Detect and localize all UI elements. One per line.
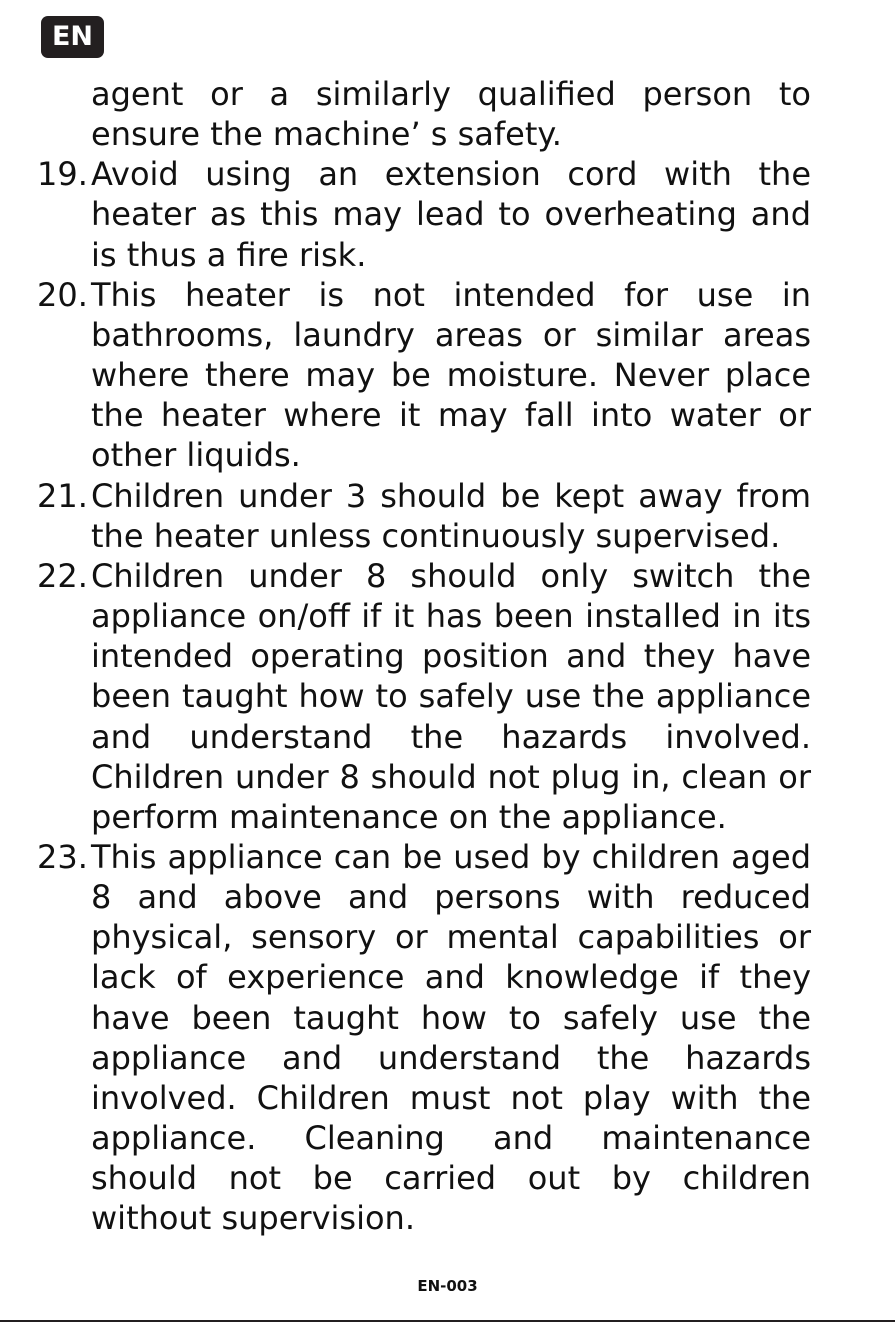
item-number: 23. (37, 837, 88, 876)
item-text: agent or a similarly qualified person to ensure the machine’ s safety. (91, 75, 811, 154)
item-number: 19. (37, 155, 88, 194)
language-badge: EN (41, 16, 104, 58)
bottom-divider (0, 1320, 895, 1322)
item-text: This heater is not intended for use in bathrooms, laundry areas or similar areas where there may be moisture. Never place the heater where it may fall into water or other liquids. (91, 275, 811, 475)
list-item-19 (37, 154, 811, 274)
item-text: Avoid using an extension cord with the heater as this may lead to overheating and is thus a fire risk. (91, 155, 811, 274)
page-number: EN-003 (417, 1277, 478, 1295)
list-item-20 (37, 275, 811, 476)
list-item-22 (37, 556, 811, 837)
item-number: 20. (37, 275, 88, 314)
list-item-continuation (37, 74, 811, 154)
item-number: 21. (37, 476, 88, 515)
item-text: This appliance can be used by children aged 8 and above and persons with reduced physical, sensory or mental capabilities or lack of experience and knowledge if they have been taught how to safely use the appliance and understand the hazards involved. Children must not play with the appliance. Cleaning and maintenance should not be carried out by children without supervision. (91, 837, 811, 1238)
list-item-23 (37, 837, 811, 1239)
item-text: Children under 3 should be kept away from the heater unless continuously supervised. (91, 476, 811, 555)
item-text: Children under 8 should only switch the appliance on/off if it has been installed in its intended operating position and they have been taught how to safely use the appliance and understand the hazards involved. Children under 8 should not plug in, clean or perform maintenance on the appliance. (91, 556, 811, 836)
list-item-21 (37, 476, 811, 556)
item-number: 22. (37, 556, 88, 595)
safety-instructions-list (37, 74, 811, 1239)
